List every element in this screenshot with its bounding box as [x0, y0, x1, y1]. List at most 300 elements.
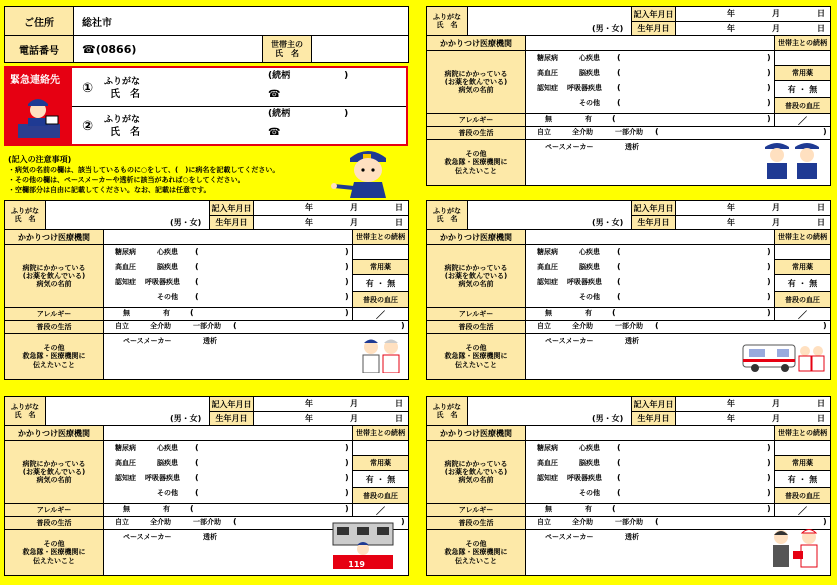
- illness-area: [525, 50, 775, 114]
- heart-paren-open: (: [195, 247, 199, 256]
- entry-month: 月: [772, 203, 780, 212]
- birth-month: 月: [772, 24, 780, 33]
- clinic-field[interactable]: [525, 229, 775, 245]
- illness-area: [525, 440, 775, 504]
- brain-paren-open: (: [617, 262, 621, 271]
- other-paren-close: ): [767, 292, 771, 301]
- dialysis-option[interactable]: 透析: [203, 337, 217, 345]
- other-paren-open: (: [617, 292, 621, 301]
- entry-date-field[interactable]: [675, 6, 831, 22]
- birth-date-field[interactable]: [253, 411, 409, 426]
- life-partial-assist[interactable]: 一部介助: [615, 128, 643, 136]
- resp-paren-open: (: [195, 277, 199, 286]
- illustration-slot: [741, 339, 825, 377]
- birth-year: 年: [305, 414, 313, 423]
- paramedic-pair-illustration: [359, 335, 403, 373]
- gender-select[interactable]: (男・女): [592, 24, 624, 33]
- bp-option[interactable]: 高血圧: [537, 459, 558, 467]
- entry-date-label: 記入年月日: [631, 396, 676, 412]
- name-label: ふりがな 氏 名: [4, 396, 46, 426]
- life-label: 普段の生活: [426, 516, 526, 530]
- medication-label: 常用薬: [352, 259, 409, 275]
- gender-select[interactable]: (男・女): [592, 414, 624, 423]
- birth-date-label: 生年月日: [631, 21, 676, 36]
- other-option[interactable]: その他: [579, 99, 600, 107]
- normal-bp-label: 普段の血圧: [774, 97, 831, 114]
- life-partial-assist[interactable]: 一部介助: [615, 518, 643, 526]
- life-paren-open: (: [655, 127, 659, 136]
- entry-date-label: 記入年月日: [631, 6, 676, 22]
- birth-month: 月: [772, 218, 780, 227]
- entry-month: 月: [350, 399, 358, 408]
- brain-paren-open: (: [617, 68, 621, 77]
- address-label: ご住所: [4, 6, 74, 36]
- misc-label: その他 救急隊・医療機関に 伝えたいこと: [426, 139, 526, 186]
- illness-label: 病院にかかっている (お薬を飲んでいる) 病気の名前: [426, 244, 526, 308]
- normal-bp-field[interactable]: ／: [774, 503, 831, 517]
- resp-paren-open: (: [617, 83, 621, 92]
- birth-date-field[interactable]: [253, 215, 409, 230]
- relation-head-label: 世帯主との続柄: [774, 425, 831, 441]
- life-label: 普段の生活: [4, 320, 104, 334]
- notes-line-2: ・その他の欄は、ペースメーカーや透析に該当があれば○をしてください。: [8, 176, 245, 184]
- entry-month: 月: [350, 203, 358, 212]
- entry-year: 年: [727, 203, 735, 212]
- brain-paren-close: ): [767, 458, 771, 467]
- dementia-option[interactable]: 認知症: [537, 84, 558, 92]
- contact-1-phone-icon: ☎: [268, 89, 281, 100]
- medical-form-3: [426, 200, 830, 380]
- other-option[interactable]: その他: [579, 293, 600, 301]
- heart-paren-open: (: [617, 443, 621, 452]
- birth-day: 日: [817, 414, 825, 423]
- resp-paren-close: ): [767, 277, 771, 286]
- birth-day: 日: [395, 414, 403, 423]
- diabetes-option[interactable]: 糖尿病: [537, 54, 558, 62]
- life-paren-open: (: [233, 321, 237, 330]
- illustration-slot: [769, 525, 825, 573]
- respiratory-option[interactable]: 呼吸器疾患: [567, 278, 602, 286]
- dementia-option[interactable]: 認知症: [537, 474, 558, 482]
- clinic-label: かかりつけ医療機関: [4, 425, 104, 441]
- other-paren-close: ): [345, 488, 349, 497]
- life-independent[interactable]: 自立: [115, 322, 129, 330]
- allergy-yes[interactable]: 有: [585, 309, 592, 317]
- resp-paren-close: ): [345, 473, 349, 482]
- life-independent[interactable]: 自立: [537, 518, 551, 526]
- notes-line-3: ・空欄部分は自由に記載してください。なお、記載は任意です。: [8, 186, 211, 194]
- life-paren-close: ): [823, 321, 827, 330]
- life-paren-close: ): [401, 321, 405, 330]
- relation-head-field[interactable]: [774, 244, 831, 260]
- resp-paren-open: (: [617, 473, 621, 482]
- phone-label: 電話番号: [4, 35, 74, 63]
- name-label: ふりがな 氏 名: [426, 200, 468, 230]
- pacemaker-option[interactable]: ペースメーカー: [123, 533, 172, 541]
- police-officer-illustration: [330, 148, 406, 198]
- medication-label: 常用薬: [352, 455, 409, 471]
- illness-label: 病院にかかっている (お薬を飲んでいる) 病気の名前: [426, 50, 526, 114]
- birth-year: 年: [305, 218, 313, 227]
- contact-2-name-label: 氏 名: [110, 127, 140, 138]
- medication-select[interactable]: 有 ・ 無: [352, 470, 409, 488]
- header-panel: [4, 6, 408, 63]
- ambulance-illustration: [741, 339, 825, 373]
- gender-select[interactable]: (男・女): [592, 218, 624, 227]
- contact-1-furigana: ふりがな: [104, 77, 141, 87]
- contact-2-number: ②: [82, 119, 94, 134]
- clinic-field[interactable]: [103, 425, 353, 441]
- allergy-none[interactable]: 無: [545, 505, 552, 513]
- normal-bp-field[interactable]: ／: [774, 113, 831, 127]
- allergy-label: アレルギー: [426, 113, 526, 127]
- other-option[interactable]: その他: [157, 293, 178, 301]
- medication-select[interactable]: 有 ・ 無: [774, 80, 831, 98]
- birth-date-field[interactable]: [675, 21, 831, 36]
- entry-date-label: 記入年月日: [631, 200, 676, 216]
- allergy-paren-close: ): [345, 308, 349, 317]
- brain-paren-close: ): [767, 262, 771, 271]
- entry-year: 年: [305, 399, 313, 408]
- life-paren-open: (: [233, 517, 237, 526]
- medical-form-5: [426, 396, 830, 576]
- allergy-yes[interactable]: 有: [163, 505, 170, 513]
- other-paren-open: (: [195, 488, 199, 497]
- contact-divider: [72, 106, 406, 107]
- birth-year: 年: [727, 414, 735, 423]
- life-paren-open: (: [655, 517, 659, 526]
- contact-1-number: ①: [82, 81, 94, 96]
- birth-month: 月: [772, 414, 780, 423]
- illustration-slot: [331, 521, 395, 573]
- birth-date-field[interactable]: [675, 215, 831, 230]
- resp-paren-close: ): [767, 83, 771, 92]
- heart-paren-open: (: [195, 443, 199, 452]
- resp-paren-close: ): [767, 473, 771, 482]
- misc-label: その他 救急隊・医療機関に 伝えたいこと: [426, 333, 526, 380]
- allergy-paren-open: (: [612, 114, 616, 123]
- entry-date-field[interactable]: [253, 200, 409, 216]
- heart-paren-close: ): [767, 53, 771, 62]
- heart-paren-open: (: [617, 53, 621, 62]
- heart-paren-close: ): [767, 247, 771, 256]
- life-full-assist[interactable]: 全介助: [572, 322, 593, 330]
- medical-form-4: [4, 396, 408, 576]
- entry-date-field[interactable]: [253, 396, 409, 412]
- heart-paren-close: ): [767, 443, 771, 452]
- brain-paren-open: (: [195, 262, 199, 271]
- birth-date-label: 生年月日: [631, 411, 676, 426]
- heart-option[interactable]: 心疾患: [579, 248, 600, 256]
- birth-month: 月: [350, 414, 358, 423]
- respiratory-option[interactable]: 呼吸器疾患: [567, 474, 602, 482]
- sign-119: 119: [348, 560, 365, 569]
- pacemaker-option[interactable]: ペースメーカー: [123, 337, 172, 345]
- contact-2-furigana: ふりがな: [104, 115, 141, 125]
- address-field[interactable]: [73, 6, 409, 36]
- medication-label: 常用薬: [774, 65, 831, 81]
- resp-paren-close: ): [345, 277, 349, 286]
- pacemaker-option[interactable]: ペースメーカー: [545, 143, 594, 151]
- other-paren-close: ): [767, 488, 771, 497]
- diabetes-option[interactable]: 糖尿病: [115, 248, 136, 256]
- medical-form-2: [4, 200, 408, 380]
- clinic-field[interactable]: [525, 35, 775, 51]
- allergy-none[interactable]: 無: [545, 115, 552, 123]
- clinic-label: かかりつけ医療機関: [426, 425, 526, 441]
- allergy-paren-close: ): [767, 504, 771, 513]
- resp-paren-open: (: [195, 473, 199, 482]
- relation-head-field[interactable]: [352, 244, 409, 260]
- misc-label: その他 救急隊・医療機関に 伝えたいこと: [426, 529, 526, 576]
- brain-option[interactable]: 脳疾患: [157, 459, 178, 467]
- pacemaker-option[interactable]: ペースメーカー: [545, 533, 594, 541]
- dialysis-option[interactable]: 透析: [625, 143, 639, 151]
- heart-option[interactable]: 心疾患: [157, 444, 178, 452]
- entry-date-label: 記入年月日: [209, 396, 254, 412]
- allergy-field[interactable]: [103, 307, 353, 321]
- entry-month: 月: [772, 399, 780, 408]
- medication-select[interactable]: 有 ・ 無: [352, 274, 409, 292]
- brain-paren-close: ): [345, 458, 349, 467]
- life-field[interactable]: [525, 126, 831, 140]
- entry-day: 日: [817, 203, 825, 212]
- allergy-field[interactable]: [525, 113, 775, 127]
- respiratory-option[interactable]: 呼吸器疾患: [145, 474, 180, 482]
- entry-date-field[interactable]: [675, 396, 831, 412]
- life-paren-close: ): [823, 517, 827, 526]
- notes-title: (記入の注意事項): [8, 155, 72, 164]
- life-paren-close: ): [401, 517, 405, 526]
- illness-area: [103, 440, 353, 504]
- normal-bp-label: 普段の血圧: [774, 487, 831, 504]
- contact-1-name-label: 氏 名: [110, 89, 140, 100]
- entry-day: 日: [817, 399, 825, 408]
- allergy-none[interactable]: 無: [545, 309, 552, 317]
- heart-paren-open: (: [617, 247, 621, 256]
- bp-option[interactable]: 高血圧: [537, 69, 558, 77]
- heart-option[interactable]: 心疾患: [157, 248, 178, 256]
- life-paren-open: (: [655, 321, 659, 330]
- normal-bp-field[interactable]: ／: [352, 503, 409, 517]
- life-independent[interactable]: 自立: [537, 128, 551, 136]
- allergy-paren-close: ): [767, 308, 771, 317]
- clinic-field[interactable]: [103, 229, 353, 245]
- life-field[interactable]: [525, 320, 831, 334]
- name-label: ふりがな 氏 名: [426, 6, 468, 36]
- normal-bp-field[interactable]: ／: [352, 307, 409, 321]
- misc-label: その他 救急隊・医療機関に 伝えたいこと: [4, 333, 104, 380]
- medication-select[interactable]: 有 ・ 無: [774, 470, 831, 488]
- entry-day: 日: [395, 399, 403, 408]
- contact-1-relation[interactable]: (続柄 ): [268, 71, 349, 81]
- dementia-option[interactable]: 認知症: [115, 474, 136, 482]
- illness-area: [525, 244, 775, 308]
- pacemaker-option[interactable]: ペースメーカー: [545, 337, 594, 345]
- life-paren-close: ): [823, 127, 827, 136]
- clinic-field[interactable]: [525, 425, 775, 441]
- emergency-label: 緊急連絡先: [10, 75, 60, 86]
- brain-paren-open: (: [617, 458, 621, 467]
- diabetes-option[interactable]: 糖尿病: [537, 248, 558, 256]
- respiratory-option[interactable]: 呼吸器疾患: [145, 278, 180, 286]
- contact-2-relation[interactable]: (続柄 ): [268, 109, 349, 119]
- diabetes-option[interactable]: 糖尿病: [115, 444, 136, 452]
- clinic-label: かかりつけ医療機関: [4, 229, 104, 245]
- illness-label: 病院にかかっている (お薬を飲んでいる) 病気の名前: [426, 440, 526, 504]
- life-field[interactable]: [103, 320, 409, 334]
- illness-label: 病院にかかっている (お薬を飲んでいる) 病気の名前: [4, 244, 104, 308]
- medication-label: 常用薬: [774, 259, 831, 275]
- birth-year: 年: [727, 24, 735, 33]
- medical-form-1: [426, 6, 830, 186]
- relation-head-label: 世帯主との続柄: [352, 229, 409, 245]
- address-value: 総社市: [82, 17, 112, 29]
- relation-head-label: 世帯主との続柄: [774, 229, 831, 245]
- allergy-paren-open: (: [612, 308, 616, 317]
- entry-day: 日: [395, 203, 403, 212]
- name-label: ふりがな 氏 名: [426, 396, 468, 426]
- normal-bp-label: 普段の血圧: [352, 291, 409, 308]
- dialysis-option[interactable]: 透析: [625, 533, 639, 541]
- police-phone-icon: [16, 94, 62, 140]
- allergy-paren-close: ): [767, 114, 771, 123]
- dementia-option[interactable]: 認知症: [115, 278, 136, 286]
- entry-day: 日: [817, 9, 825, 18]
- phone-field[interactable]: [73, 35, 263, 63]
- other-paren-open: (: [617, 98, 621, 107]
- heart-option[interactable]: 心疾患: [579, 54, 600, 62]
- entry-date-field[interactable]: [675, 200, 831, 216]
- entry-date-label: 記入年月日: [209, 200, 254, 216]
- allergy-label: アレルギー: [426, 503, 526, 517]
- brain-option[interactable]: 脳疾患: [579, 263, 600, 271]
- householder-field[interactable]: [311, 35, 409, 63]
- life-label: 普段の生活: [426, 126, 526, 140]
- allergy-field[interactable]: [525, 503, 775, 517]
- allergy-paren-open: (: [612, 504, 616, 513]
- notes-line-1: ・病気の名前の欄は、該当しているものに○をして、( )に病名を記載してください。: [8, 166, 280, 174]
- dialysis-option[interactable]: 透析: [203, 533, 217, 541]
- respiratory-option[interactable]: 呼吸器疾患: [567, 84, 602, 92]
- other-paren-close: ): [767, 98, 771, 107]
- entry-month: 月: [772, 9, 780, 18]
- emergency-box: [4, 66, 408, 146]
- dialysis-option[interactable]: 透析: [625, 337, 639, 345]
- clinic-label: かかりつけ医療機関: [426, 35, 526, 51]
- allergy-yes[interactable]: 有: [585, 115, 592, 123]
- diabetes-option[interactable]: 糖尿病: [537, 444, 558, 452]
- gender-select[interactable]: (男・女): [170, 414, 202, 423]
- name-label: ふりがな 氏 名: [4, 200, 46, 230]
- normal-bp-label: 普段の血圧: [774, 291, 831, 308]
- allergy-paren-open: (: [190, 308, 194, 317]
- life-full-assist[interactable]: 全介助: [572, 128, 593, 136]
- resp-paren-open: (: [617, 277, 621, 286]
- heart-paren-close: ): [345, 443, 349, 452]
- other-paren-open: (: [195, 292, 199, 301]
- allergy-label: アレルギー: [4, 503, 104, 517]
- relation-head-field[interactable]: [774, 440, 831, 456]
- phone-value: ☎(0866): [82, 42, 137, 56]
- relation-head-label: 世帯主との続柄: [352, 425, 409, 441]
- brain-paren-open: (: [195, 458, 199, 467]
- illustration-slot: [761, 139, 825, 183]
- illness-area: [103, 244, 353, 308]
- life-partial-assist[interactable]: 一部介助: [615, 322, 643, 330]
- other-option[interactable]: その他: [579, 489, 600, 497]
- allergy-paren-open: (: [190, 504, 194, 513]
- life-independent[interactable]: 自立: [115, 518, 129, 526]
- normal-bp-label: 普段の血圧: [352, 487, 409, 504]
- brain-option[interactable]: 脳疾患: [157, 263, 178, 271]
- other-paren-open: (: [617, 488, 621, 497]
- birth-year: 年: [727, 218, 735, 227]
- relation-head-field[interactable]: [352, 440, 409, 456]
- brain-option[interactable]: 脳疾患: [579, 69, 600, 77]
- allergy-field[interactable]: [103, 503, 353, 517]
- heart-option[interactable]: 心疾患: [579, 444, 600, 452]
- family-paramedic-illustration: [769, 525, 825, 569]
- householder-label: 世帯主の 氏 名: [262, 35, 312, 63]
- bp-option[interactable]: 高血圧: [537, 263, 558, 271]
- gender-select[interactable]: (男・女): [170, 218, 202, 227]
- life-label: 普段の生活: [4, 516, 104, 530]
- heart-paren-close: ): [345, 247, 349, 256]
- birth-day: 日: [817, 218, 825, 227]
- medication-select[interactable]: 有 ・ 無: [774, 274, 831, 292]
- allergy-none[interactable]: 無: [123, 505, 130, 513]
- allergy-label: アレルギー: [426, 307, 526, 321]
- brain-paren-close: ): [767, 68, 771, 77]
- birth-month: 月: [350, 218, 358, 227]
- illness-label: 病院にかかっている (お薬を飲んでいる) 病気の名前: [4, 440, 104, 504]
- entry-year: 年: [727, 399, 735, 408]
- allergy-none[interactable]: 無: [123, 309, 130, 317]
- brain-paren-close: ): [345, 262, 349, 271]
- illustration-slot: [359, 335, 403, 377]
- emergency-label-block: [6, 68, 72, 144]
- other-option[interactable]: その他: [157, 489, 178, 497]
- allergy-paren-close: ): [345, 504, 349, 513]
- birth-date-field[interactable]: [675, 411, 831, 426]
- life-full-assist[interactable]: 全介助: [150, 518, 171, 526]
- life-full-assist[interactable]: 全介助: [150, 322, 171, 330]
- other-paren-close: ): [345, 292, 349, 301]
- normal-bp-field[interactable]: ／: [774, 307, 831, 321]
- allergy-yes[interactable]: 有: [163, 309, 170, 317]
- bp-option[interactable]: 高血圧: [115, 263, 136, 271]
- police-pair-illustration: [761, 139, 825, 179]
- life-partial-assist[interactable]: 一部介助: [193, 322, 221, 330]
- misc-label: その他 救急隊・医療機関に 伝えたいこと: [4, 529, 104, 576]
- life-label: 普段の生活: [426, 320, 526, 334]
- life-full-assist[interactable]: 全介助: [572, 518, 593, 526]
- relation-head-label: 世帯主との続柄: [774, 35, 831, 51]
- brain-option[interactable]: 脳疾患: [579, 459, 600, 467]
- life-independent[interactable]: 自立: [537, 322, 551, 330]
- birth-date-label: 生年月日: [631, 215, 676, 230]
- allergy-yes[interactable]: 有: [585, 505, 592, 513]
- medication-label: 常用薬: [774, 455, 831, 471]
- relation-head-field[interactable]: [774, 50, 831, 66]
- contact-2-phone-icon: ☎: [268, 127, 281, 138]
- life-partial-assist[interactable]: 一部介助: [193, 518, 221, 526]
- dementia-option[interactable]: 認知症: [537, 278, 558, 286]
- birth-day: 日: [395, 218, 403, 227]
- bp-option[interactable]: 高血圧: [115, 459, 136, 467]
- allergy-field[interactable]: [525, 307, 775, 321]
